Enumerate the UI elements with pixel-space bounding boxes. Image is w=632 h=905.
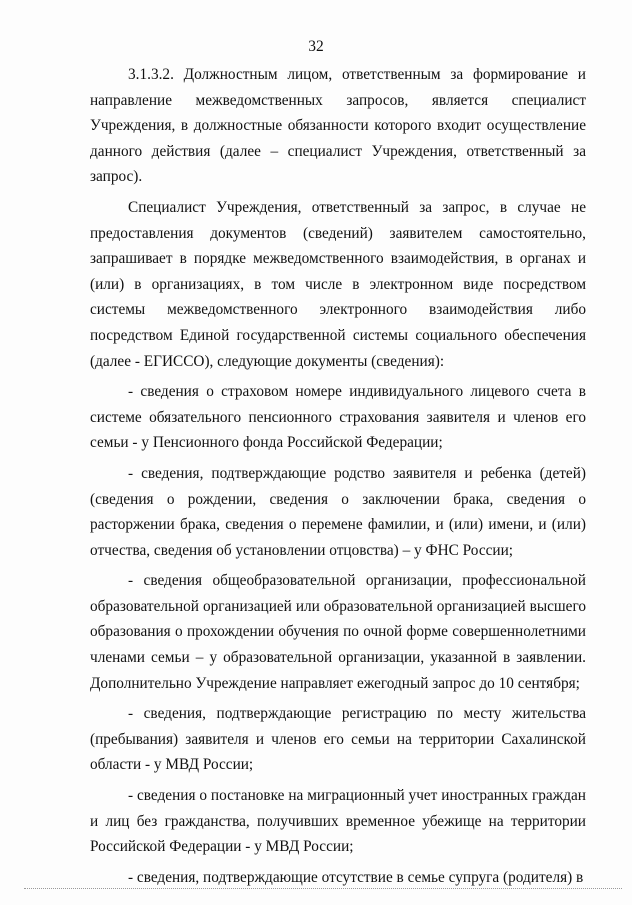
paragraph-item-education: - сведения общеобразовательной организации, профессиональной образовательной организацией или образовательной организацией высшего образования о прохождении обучения по очной форме совершеннолетними членами семьи – у образовательной организации, указанной в заявлении. Дополнительно Учреждение направляет ежегодный запрос до 10 сентября; xyxy=(90,572,586,692)
paragraph-item-snils: - сведения о страховом номере индивидуального лицевого счета в системе обязательного пенсионного страхования заявителя и членов его семьи - у Пенсионного фонда Российской Федерации; xyxy=(90,383,586,452)
paragraph-item-registration: - сведения, подтверждающие регистрацию по месту жительства (пребывания) заявителя и членов его семьи на территории Сахалинской области - у МВД России; xyxy=(90,705,586,774)
paragraph-item-kinship: - сведения, подтверждающие родство заявителя и ребенка (детей) (сведения о рождении, сведения о заключении брака, сведения о расторжении брака, сведения о перемене фамилии, и (или) имени, и (или) отчества, сведения об установлении отцовства) – у ФНС России; xyxy=(90,464,586,559)
document-body xyxy=(90,62,586,895)
paragraph-specialist-requests: Специалист Учреждения, ответственный за запрос, в случае не предоставления документов (сведений) заявителем самостоятельно, запрашивает в порядке межведомственного взаимодействия, в органах и (или) в организациях, в том числе в электронном виде посредством системы межведомственного электронного взаимодействия либо посредством Единой государственной системы социального обеспечения (далее - ЕГИССО), следующие документы (сведения): xyxy=(90,198,586,370)
paragraph-item-spouse-absence: - сведения, подтверждающие отсутствие в семье супруга (родителя) в xyxy=(128,868,584,886)
paragraph-item-migration: - сведения о постановке на миграционный учет иностранных граждан и лиц без гражданства, получивших временное убежище на территории Российской Федерации - у МВД России; xyxy=(90,787,586,856)
page-number: 32 xyxy=(308,38,324,55)
paragraph-official-responsible: 3.1.3.2. Должностным лицом, ответственным за формирование и направление межведомственных запросов, является специалист Учреждения, в должностные обязанности которого входит осуществление данного действия (далее – специалист Учреждения, ответственный за запрос). xyxy=(90,66,586,186)
bottom-divider xyxy=(24,888,622,889)
